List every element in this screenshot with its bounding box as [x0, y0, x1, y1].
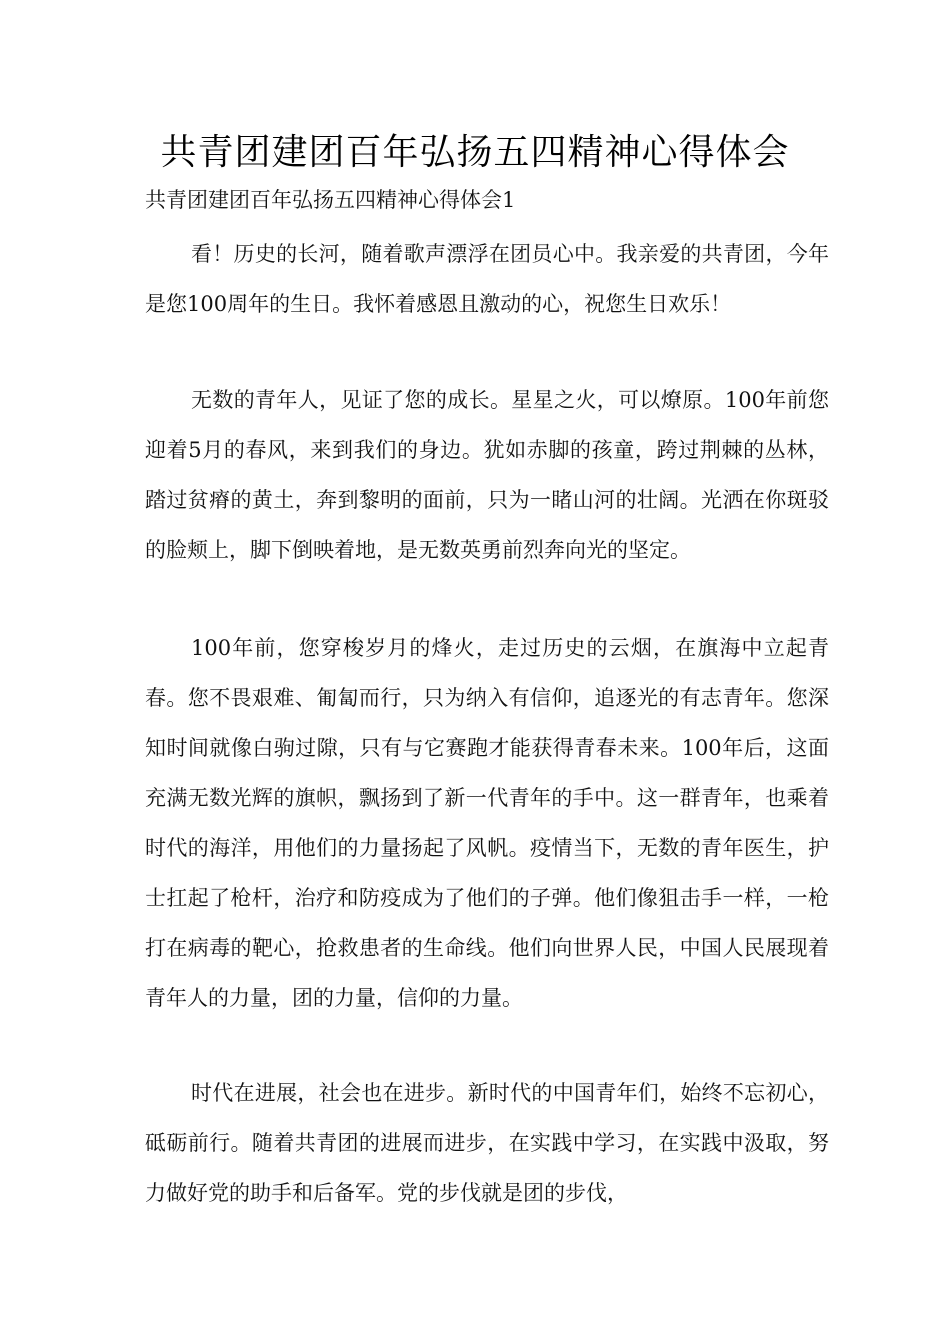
- paragraph: 无数的青年人，见证了您的成长。星星之火，可以燎原。100年前您迎着5月的春风，来到我们的身边。犹如赤脚的孩童，跨过荆棘的丛林，踏过贫瘠的黄土，奔到黎明的面前，只为一睹山河的壮阔。光洒在你斑驳的脸颊上，脚下倒映着地，是无数英勇前烈奔向光的坚定。: [145, 388, 829, 562]
- document-subtitle: 共青团建团百年弘扬五四精神心得体会1: [145, 188, 516, 212]
- paragraph: 100年前，您穿梭岁月的烽火，走过历史的云烟，在旗海中立起青春。您不畏艰难、匍匐而行，只为纳入有信仰，追逐光的有志青年。您深知时间就像白驹过隙，只有与它赛跑才能获得青春未来。100年后，这面充满无数光辉的旗帜，飘扬到了新一代青年的手中。这一群青年，也乘着时代的海洋，用他们的力量扬起了风帆。疫情当下，无数的青年医生，护士扛起了枪杆，治疗和防疫成为了他们的子弹。他们像狙击手一样，一枪打在病毒的靶心，抢救患者的生命线。他们向世界人民，中国人民展现着青年人的力量，团的力量，信仰的力量。: [145, 636, 829, 1010]
- paragraph: 时代在进展，社会也在进步。新时代的中国青年们，始终不忘初心，砥砺前行。随着共青团的进展而进步，在实践中学习，在实践中汲取，努力做好党的助手和后备军。党的步伐就是团的步伐，: [145, 1081, 829, 1205]
- document-title: 共青团建团百年弘扬五四精神心得体会: [160, 132, 790, 173]
- paragraph: 看！历史的长河，随着歌声漂浮在团员心中。我亲爱的共青团，今年是您100周年的生日。我怀着感恩且激动的心，祝您生日欢乐！: [145, 242, 829, 316]
